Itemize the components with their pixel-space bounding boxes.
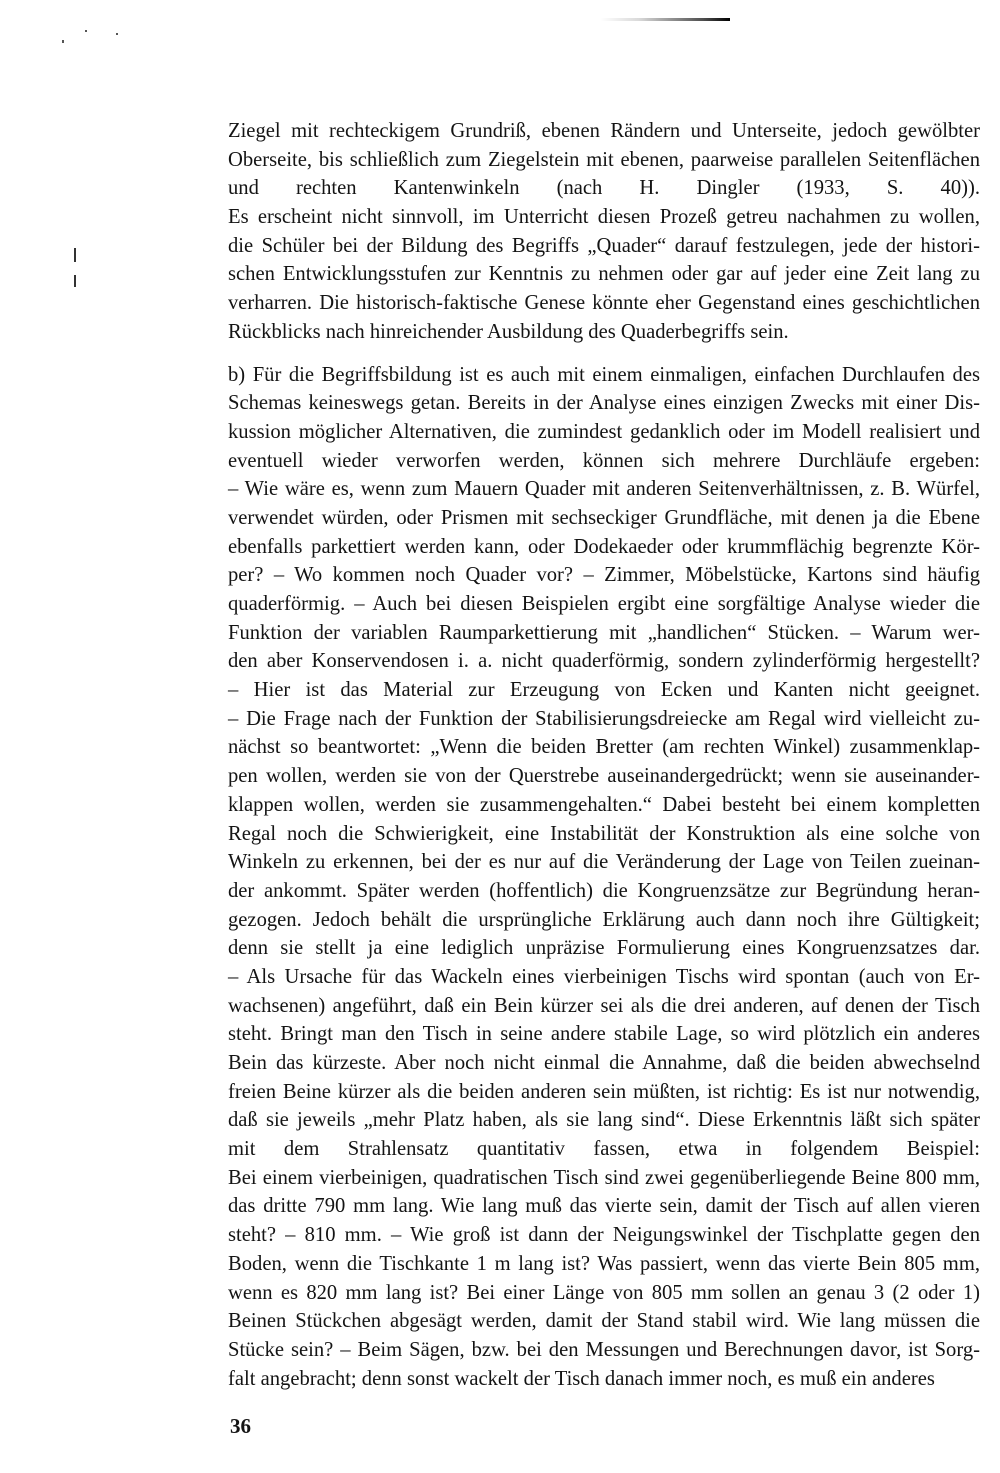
text-line: die Schüler bei der Bildung des Begriffs „Quader“ darauf festzulegen, jede der histori- [228,234,980,257]
text-line: Schemas keineswegs getan. Bereits in der Analyse eines einzigen Zwecks mit einer Dis- [228,392,980,415]
text-line: nächst so beantwortet: „Wenn die beiden Bretter (am rechten Winkel) zusammenklap- [228,736,980,759]
text-line: Stücke sein? – Beim Sägen, bzw. bei den Messungen und Berechnungen davor, ist Sorg- [228,1338,980,1361]
text-line: Oberseite, bis schließlich zum Ziegelstein mit ebenen, paarweise parallelen Seitenflächen [228,148,980,171]
scan-speck [85,30,87,32]
paragraph [228,117,980,347]
margin-mark [74,275,76,287]
text-line: den aber Konservendosen i. a. nicht quaderförmig, sondern zylinderförmig hergestellt? [228,650,980,673]
text-line: quaderförmig. – Auch bei diesen Beispielen ergibt eine sorgfältige Analyse wieder die [228,593,980,615]
text-line: Rückblicks nach hinreichender Ausbildung des Quaderbegriffs sein. [228,320,789,343]
text-line: Bei einem vierbeinigen, quadratischen Tisch sind zwei gegenüberliegende Beine 800 mm, [228,1166,980,1189]
text-line: und rechten Kantenwinkeln (nach H. Dingler (1933, S. 40)). [228,177,980,200]
text-line: steht? – 810 mm. – Wie groß ist dann der Neigungswinkel der Tischplatte gegen den [228,1224,980,1247]
text-line: wachsenen) angeführt, daß ein Bein kürzer sei als die drei anderen, auf denen der Tisch [228,994,980,1017]
text-line: Beinen Stückchen abgesägt werden, damit der Stand stabil wird. Wie lang müssen die [228,1310,980,1333]
text-line: wenn es 820 mm lang ist? Bei einer Länge von 805 mm sollen an genau 3 (2 oder 1) [228,1281,980,1304]
scan-speck [62,40,64,43]
text-line: Funktion der variablen Raumparkettierung mit „handlichen“ Stücken. – Warum wer- [228,621,980,644]
text-line: Winkeln zu erkennen, bei der es nur auf die Veränderung der Lage von Teilen zueinan- [228,851,980,874]
text-line: der ankommt. Später werden (hoffentlich) die Kongruenzsätze zur Begründung heran- [228,879,980,902]
text-line: – Hier ist das Material zur Erzeugung von Ecken und Kanten nicht geeignet. [228,679,980,702]
text-line: daß sie jeweils „mehr Platz haben, als sie lang sind“. Diese Erkenntnis läßt sich später [228,1109,980,1132]
text-line: Regal noch die Schwierigkeit, eine Instabilität der Konstruktion als eine solche von [228,822,980,845]
paragraph [228,361,980,1394]
text-line: Bein das kürzeste. Aber noch nicht einmal die Annahme, daß die beiden abwechselnd [228,1052,980,1074]
text-line: ebenfalls parkettiert werden kann, oder Dodekaeder oder krummflächig begrenzte Kör- [228,535,980,558]
text-line: b) Für die Begriffsbildung ist es auch mit einem einmaligen, einfachen Durchlaufen des [228,363,980,386]
page-number: 36 [230,1414,251,1438]
text-line: verwendet würden, oder Prismen mit sechseckiger Grundfläche, mit denen ja die Ebene [228,506,980,529]
text-line: gezogen. Jedoch behält die ursprüngliche Erklärung auch dann noch ihre Gültigkeit; [228,908,980,931]
text-line: per? – Wo kommen noch Quader vor? – Zimmer, Möbelstücke, Kartons sind häufig [228,564,980,587]
text-line: falt angebracht; denn sonst wackelt der Tisch danach immer noch, es muß ein anderes [228,1367,935,1390]
text-line: eventuell wieder verworfen werden, können sich mehrere Durchläufe ergeben: [228,449,980,472]
text-line: klappen wollen, werden sie zusammengehalten.“ Dabei besteht bei einem kompletten [228,793,980,816]
margin-mark [74,248,76,262]
text-line: – Wie wäre es, wenn zum Mauern Quader mit anderen Seitenverhältnissen, z. B. Würfel, [228,478,980,501]
text-line: schen Entwicklungsstufen zur Kenntnis zu nehmen oder gar auf jeder eine Zeit lang zu [228,263,980,286]
top-edge-rule [600,18,730,21]
text-line: Ziegel mit rechteckigem Grundriß, ebenen Rändern und Unterseite, jedoch gewölbter [228,120,980,142]
text-line: – Als Ursache für das Wackeln eines vierbeinigen Tischs wird spontan (auch von Er- [228,965,980,988]
body-text [228,117,980,1393]
text-line: freien Beine kürzer als die beiden anderen sein müßten, ist richtig: Es ist nur notwendig, [228,1080,980,1103]
scan-speck [116,33,118,35]
text-line: das dritte 790 mm lang. Wie lang muß das vierte sein, damit der Tisch auf allen vieren [228,1195,980,1218]
text-line: Es erscheint nicht sinnvoll, im Unterricht diesen Prozeß getreu nachahmen zu wollen, [228,206,980,229]
text-line: – Die Frage nach der Funktion der Stabilisierungsdreiecke am Regal wird vielleicht zu- [228,707,980,730]
paragraph-gap [228,347,980,361]
text-line: steht. Bringt man den Tisch in seine andere stabile Lage, so wird plötzlich ein anderes [228,1023,980,1046]
text-line: denn sie stellt ja eine lediglich unpräzise Formulierung eines Kongruenzsatzes dar. [228,937,980,960]
text-line: Boden, wenn die Tischkante 1 m lang ist? Was passiert, wenn das vierte Bein 805 mm, [228,1252,980,1275]
text-line: kussion möglicher Alternativen, die zumindest gedanklich oder im Modell realisiert und [228,420,980,443]
text-line: pen wollen, werden sie von der Querstrebe auseinandergedrückt; wenn sie auseinander- [228,765,980,788]
text-line: mit dem Strahlensatz quantitativ fassen, etwa in folgendem Beispiel: [228,1138,980,1161]
text-line: verharren. Die historisch-faktische Genese könnte eher Gegenstand eines geschichtlichen [228,292,980,315]
